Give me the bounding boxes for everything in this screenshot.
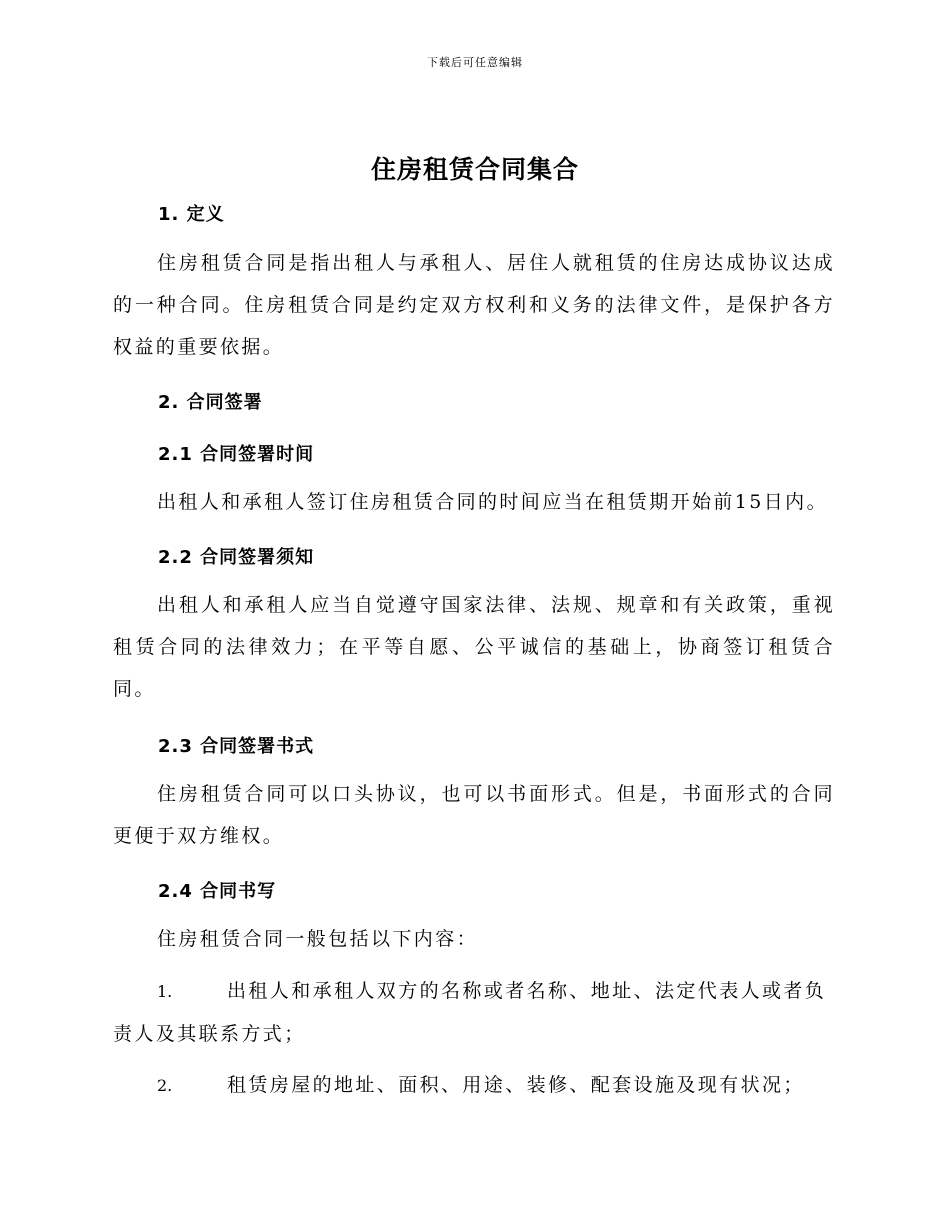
list-item-number: 2.	[157, 1076, 173, 1095]
paragraph-contract-writing: 住房租赁合同一般包括以下内容：	[157, 928, 479, 950]
paragraph-signing-time: 出租人和承租人签订住房租赁合同的时间应当在租赁期开始前15日内。	[157, 491, 828, 513]
list-item	[113, 1064, 835, 1107]
paragraph-signing-notice: 出租人和承租人应当自觉遵守国家法律、法规、规章和有关政策，重视租赁合同的法律效力；在平等自愿、公平诚信的基础上，协商签订租赁合同。	[113, 594, 835, 700]
section-heading-definition: 1. 定义	[158, 204, 225, 225]
list-item	[113, 970, 835, 1055]
paragraph-definition: 住房租赁合同是指出租人与承租人、居住人就租赁的住房达成协议达成的一种合同。住房租赁合同是约定双方权利和义务的法律文件，是保护各方权益的重要依据。	[113, 252, 835, 358]
section-heading-signing-form: 2.3 合同签署书式	[158, 736, 315, 757]
section-heading-signing-notice: 2.2 合同签署须知	[158, 547, 315, 568]
list-item-number: 1.	[157, 982, 173, 1001]
section-heading-contract-writing: 2.4 合同书写	[158, 881, 277, 902]
paragraph-signing-form: 住房租赁合同可以口头协议，也可以书面形式。但是，书面形式的合同更便于双方维权。	[113, 783, 835, 847]
page-header: 下载后可任意编辑	[427, 56, 523, 69]
list-item-text: 出租人和承租人双方的名称或者名称、地址、法定代表人或者负责人及其联系方式；	[113, 980, 827, 1045]
section-heading-contract-signing: 2. 合同签署	[158, 392, 263, 413]
section-heading-signing-time: 2.1 合同签署时间	[158, 444, 315, 465]
document-title: 住房租赁合同集合	[370, 155, 579, 184]
list-item-text: 租赁房屋的地址、面积、用途、装修、配套设施及现有状况；	[227, 1074, 805, 1096]
